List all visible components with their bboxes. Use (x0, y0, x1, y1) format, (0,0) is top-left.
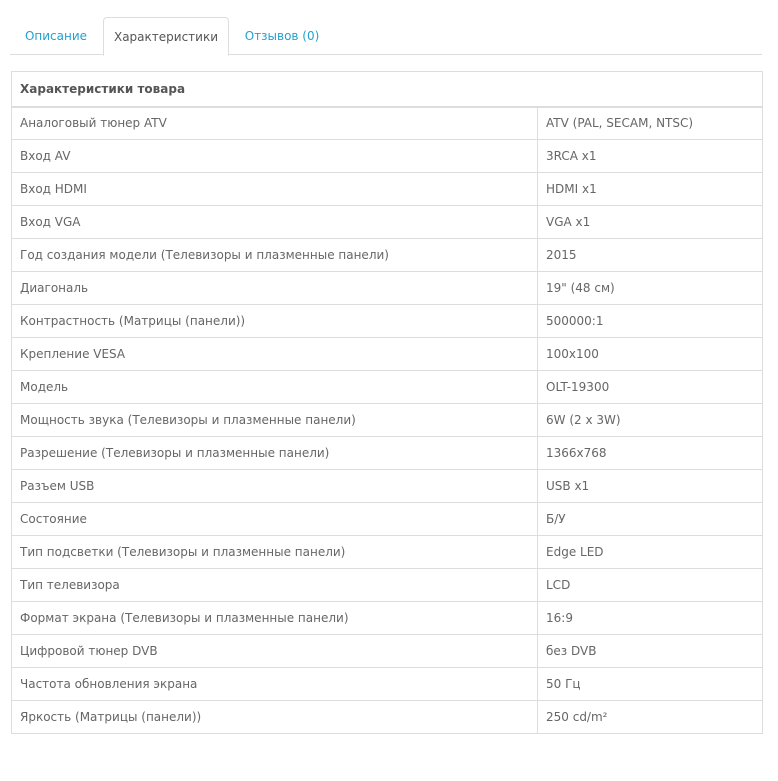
spec-name: Состояние (12, 503, 538, 536)
spec-name: Разъем USB (12, 470, 538, 503)
spec-name: Мощность звука (Телевизоры и плазменные панели) (12, 404, 538, 437)
spec-row (12, 404, 763, 437)
spec-name: Диагональ (12, 272, 538, 305)
spec-name: Вход AV (12, 140, 538, 173)
spec-value: 6W (2 x 3W) (538, 404, 763, 437)
spec-row (12, 470, 763, 503)
spec-row (12, 272, 763, 305)
spec-row (12, 338, 763, 371)
spec-value: Б/У (538, 503, 763, 536)
spec-row (12, 107, 763, 140)
spec-row (12, 305, 763, 338)
spec-value: 2015 (538, 239, 763, 272)
spec-name: Крепление VESA (12, 338, 538, 371)
spec-name: Частота обновления экрана (12, 668, 538, 701)
spec-value: USB x1 (538, 470, 763, 503)
spec-name: Год создания модели (Телевизоры и плазменные панели) (12, 239, 538, 272)
spec-name: Вход HDMI (12, 173, 538, 206)
tab-specifications[interactable]: Характеристики (103, 17, 229, 56)
spec-value: VGA x1 (538, 206, 763, 239)
specifications-title: Характеристики товара (12, 72, 763, 107)
spec-row (12, 635, 763, 668)
spec-row (12, 173, 763, 206)
spec-name: Тип подсветки (Телевизоры и плазменные панели) (12, 536, 538, 569)
product-tabs (10, 17, 762, 55)
tab-reviews[interactable]: Отзывов (0) (244, 29, 320, 43)
spec-row (12, 239, 763, 272)
spec-row (12, 437, 763, 470)
spec-value: 1366x768 (538, 437, 763, 470)
spec-row (12, 140, 763, 173)
spec-value: 250 cd/m² (538, 701, 763, 734)
spec-value: 16:9 (538, 602, 763, 635)
spec-row (12, 371, 763, 404)
spec-value: 500000:1 (538, 305, 763, 338)
spec-row (12, 701, 763, 734)
spec-name: Контрастность (Матрицы (панели)) (12, 305, 538, 338)
spec-value: 3RCA x1 (538, 140, 763, 173)
spec-value: 19" (48 см) (538, 272, 763, 305)
spec-row (12, 668, 763, 701)
spec-row (12, 569, 763, 602)
spec-name: Разрешение (Телевизоры и плазменные панели) (12, 437, 538, 470)
spec-value: 50 Гц (538, 668, 763, 701)
spec-row (12, 503, 763, 536)
spec-value: Edge LED (538, 536, 763, 569)
tab-description[interactable]: Описание (24, 29, 88, 43)
spec-value: LCD (538, 569, 763, 602)
spec-name: Формат экрана (Телевизоры и плазменные панели) (12, 602, 538, 635)
spec-row (12, 536, 763, 569)
spec-row (12, 206, 763, 239)
spec-name: Модель (12, 371, 538, 404)
spec-name: Аналоговый тюнер ATV (12, 107, 538, 140)
spec-row (12, 602, 763, 635)
spec-value: HDMI x1 (538, 173, 763, 206)
spec-value: 100x100 (538, 338, 763, 371)
spec-name: Вход VGA (12, 206, 538, 239)
spec-value: без DVB (538, 635, 763, 668)
spec-value: ATV (PAL, SECAM, NTSC) (538, 107, 763, 140)
specifications-header-row (12, 72, 763, 107)
spec-name: Цифровой тюнер DVB (12, 635, 538, 668)
spec-value: OLT-19300 (538, 371, 763, 404)
specifications-table (11, 71, 763, 734)
spec-name: Тип телевизора (12, 569, 538, 602)
spec-name: Яркость (Матрицы (панели)) (12, 701, 538, 734)
